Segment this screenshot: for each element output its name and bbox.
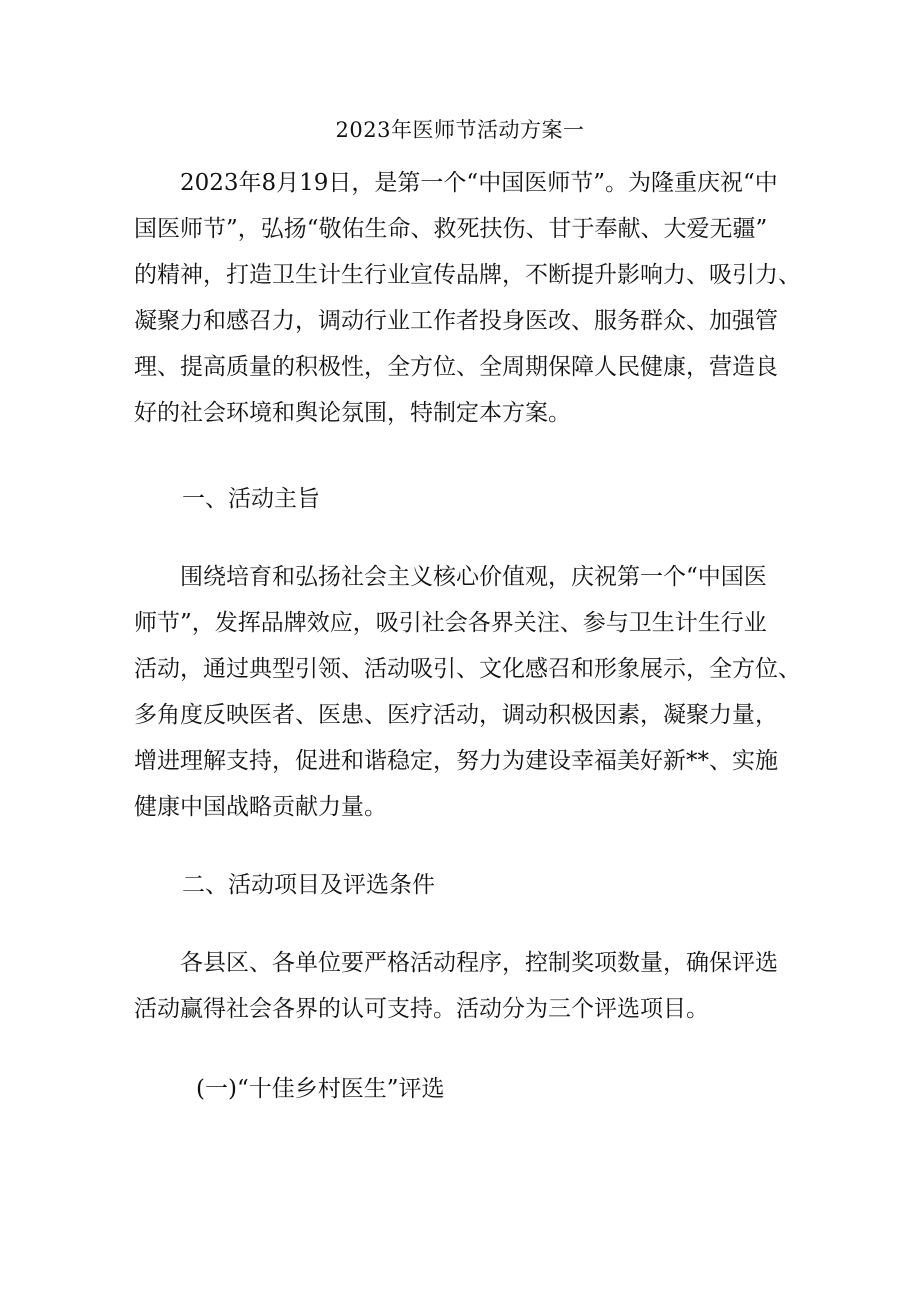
section2-heading: 二、活动项目及评选条件 [182,872,435,898]
section1-line: 活动，通过典型引领、活动吸引、文化感召和形象展示，全方位、 [134,656,801,682]
section2-line: 各县区、各单位要严格活动程序，控制奖项数量，确保评选 [180,950,778,976]
subsection1-heading: (一)“十佳乡村医生”评选 [196,1076,445,1102]
section2-paragraph [134,940,804,1032]
intro-line: 凝聚力和感召力，调动行业工作者投身医改、服务群众、加强管 [134,308,778,334]
section2-line: 活动赢得社会各界的认可支持。活动分为三个评选项目。 [134,996,709,1022]
intro-line: 好的社会环境和舆论氛围，特制定本方案。 [134,400,571,426]
section1-line: 健康中国战略贡献力量。 [134,794,387,820]
intro-line: 的精神，打造卫生计生行业宣传品牌，不断提升影响力、吸引力、 [134,262,801,288]
intro-paragraph [134,160,804,436]
intro-line: 2023年8月19日，是第一个“中国医师节”。为隆重庆祝“中 [180,170,778,196]
document-title: 2023年医师节活动方案一 [335,118,585,142]
intro-line: 国医师节”，弘扬“敬佑生命、救死扶伤、甘于奉献、大爱无疆” [134,216,768,242]
intro-line: 理、提高质量的积极性，全方位、全周期保障人民健康，营造良 [134,354,778,380]
section1-line: 围绕培育和弘扬社会主义核心价值观，庆祝第一个“中国医 [180,564,767,590]
section1-line: 多角度反映医者、医患、医疗活动，调动积极因素，凝聚力量， [134,702,778,728]
section1-paragraph [134,554,804,830]
section1-line: 增进理解支持，促进和谐稳定，努力为建设幸福美好新**、实施 [134,748,778,774]
section1-line: 师节”，发挥品牌效应，吸引社会各界关注、参与卫生计生行业 [134,610,767,636]
section1-heading: 一、活动主旨 [182,486,320,512]
